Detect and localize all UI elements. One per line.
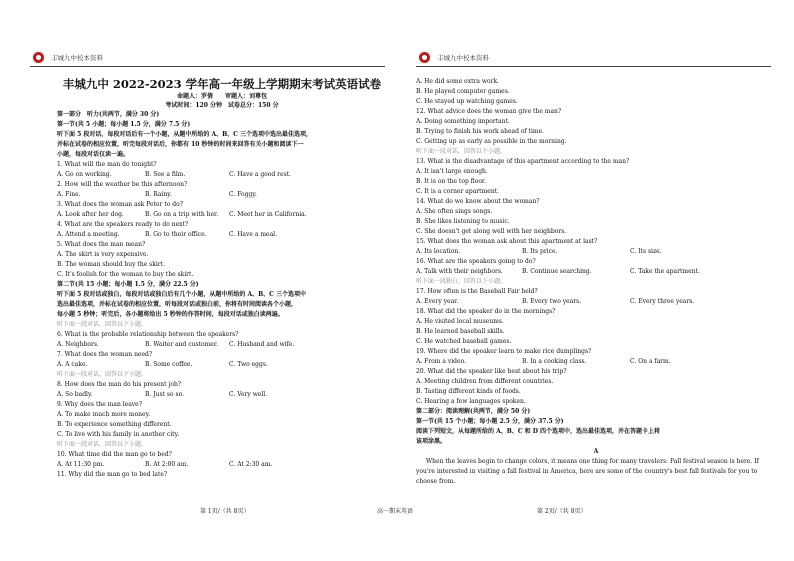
passage-line: choose from. xyxy=(416,478,456,485)
option: B. In a cooking class. xyxy=(522,358,587,365)
option: B. Continue searching. xyxy=(522,268,592,275)
listening-cue: 听下面一段对话，回答以下小题。 xyxy=(57,371,148,378)
left-header xyxy=(32,50,103,64)
option: A. To make much more money. xyxy=(57,411,151,418)
options-row xyxy=(57,360,387,370)
question: 12. What advice does the woman give the man? xyxy=(416,108,562,115)
option: A. Every year. xyxy=(416,298,459,305)
right-page xyxy=(397,0,794,561)
option: B. See a film. xyxy=(145,171,186,178)
question: 3. What does the woman ask Peter to do? xyxy=(57,201,183,208)
listening-cue: 听下面一段对话，回答以下小题。 xyxy=(57,441,148,448)
options-row xyxy=(416,297,776,307)
option: A. The skirt is very expensive. xyxy=(57,251,149,258)
listening-cue: 听下面一段独白，回答以下小题。 xyxy=(416,278,507,285)
question: 6. What is the probable relationship between the speakers? xyxy=(57,331,239,338)
options-row xyxy=(57,210,387,220)
header-rule xyxy=(416,66,771,67)
options-row xyxy=(57,170,387,180)
option: B. Rainy. xyxy=(145,191,172,198)
option: B. Waiter and customer. xyxy=(145,341,218,348)
option: C. Getting up as early as possible in the morning. xyxy=(416,138,567,145)
option: C. Hearing a few languages spoken. xyxy=(416,398,526,405)
option: C. Take the apartment. xyxy=(630,268,700,275)
option: B. Some coffee. xyxy=(145,361,193,368)
question: 10. What time did the man go to bed? xyxy=(57,451,172,458)
question: 20. What did the speaker like best about his trip? xyxy=(416,368,567,375)
school-logo-icon xyxy=(32,51,45,64)
section-heading: 第一节(共 5 小题；每小题 1.5 分，满分 7.5 分) xyxy=(57,121,191,128)
right-content xyxy=(416,77,776,487)
option: A. Its location. xyxy=(416,248,461,255)
left-content xyxy=(57,76,387,480)
part-heading: 第一部分 听力(共两节，满分 30 分) xyxy=(57,111,160,118)
option: C. She doesn't get along well with her neighbors. xyxy=(416,228,567,235)
option: A. He did some extra work. xyxy=(416,78,500,85)
option: A. It isn't large enough. xyxy=(416,168,488,175)
instruction-line: 听下面 5 段对话，每段对话后有一个小题，从题中所给的 A、B、C 三个选项中选出最佳选项， xyxy=(57,131,313,138)
option: A. Attend a meeting. xyxy=(57,231,120,238)
instruction-line: 该项涂黑。 xyxy=(416,438,447,445)
option: C. He stayed up watching games. xyxy=(416,98,518,105)
option: A. He visited local museums. xyxy=(416,318,504,325)
option: C. On a farm. xyxy=(630,358,671,365)
option: B. Every two years. xyxy=(522,298,582,305)
options-row xyxy=(416,357,776,367)
question: 18. What did the speaker do in the mornings? xyxy=(416,308,556,315)
instruction-line: 每小题 5 秒钟；听完后，各小题将给出 5 秒钟的作答时间，每段对话或独白读两遍。 xyxy=(57,311,284,318)
header-rule xyxy=(30,66,385,67)
option: C. Have a good rest. xyxy=(229,171,291,178)
option: C. To live with his family in another city. xyxy=(57,431,180,438)
question: 8. How does the man do his present job? xyxy=(57,381,182,388)
option: A. Doing something important. xyxy=(416,118,510,125)
option: B. To experience something different. xyxy=(57,421,172,428)
question: 16. What are the speakers going to do? xyxy=(416,258,536,265)
center-footer: 高一期末英语 xyxy=(377,508,414,515)
option: C. Every three years. xyxy=(630,298,695,305)
option: C. Its size. xyxy=(630,248,662,255)
option: C. Two eggs. xyxy=(229,361,268,368)
question: 11. Why did the man go to bed late? xyxy=(57,471,168,478)
options-row xyxy=(57,460,387,470)
question: 7. What does the woman need? xyxy=(57,351,153,358)
exam-title: 丰城九中 2022-2023 学年高一年级上学期期末考试英语试卷 xyxy=(62,77,382,91)
option: C. He watched baseball games. xyxy=(416,338,512,345)
options-row xyxy=(57,230,387,240)
listening-cue: 听下面一段对话，回答以下小题。 xyxy=(416,148,507,155)
page-footer: 第 1页/（共 8页） xyxy=(200,508,250,515)
option: B. At 2:00 am. xyxy=(145,461,189,468)
passage-label: A xyxy=(593,448,599,455)
option: C. Very well. xyxy=(229,391,268,398)
exam-authors: 命题人：罗倩 审题人：刘尊包 xyxy=(176,93,267,100)
option: B. Trying to finish his work ahead of time. xyxy=(416,128,545,135)
exam-time: 考试时间：120 分钟 试卷总分：150 分 xyxy=(165,102,279,109)
option: B. He learned baseball skills. xyxy=(416,328,505,335)
section-heading: 第一节(共 15 个小题；每小题 2.5 分，满分 37.5 分) xyxy=(416,418,564,425)
option: A. So badly. xyxy=(57,391,93,398)
question: 4. What are the speakers ready to do next? xyxy=(57,221,189,228)
options-row xyxy=(57,390,387,400)
instruction-line: 选出最佳选项，并标在试卷的相应位置，听每段对话或独白前，你将有时间阅读各个小题， xyxy=(57,301,298,308)
instruction-line: 小题，每段对话仅读一遍。 xyxy=(57,151,130,158)
option: B. She likes listening to music. xyxy=(416,218,510,225)
option: A. Look after her dog. xyxy=(57,211,124,218)
right-header xyxy=(418,50,489,64)
options-row xyxy=(57,340,387,350)
option: C. Meet her in California. xyxy=(229,211,307,218)
option: C. It's foolish for the woman to buy the skirt. xyxy=(57,271,194,278)
question: 17. How often is the Baseball Fair held? xyxy=(416,288,538,295)
option: C. Husband and wife. xyxy=(229,341,295,348)
option: B. The woman should buy the skirt. xyxy=(57,261,165,268)
part-heading: 第二部分：阅读理解(共两节，满分 50 分) xyxy=(416,408,531,415)
question: 15. What does the woman ask about this apartment at last? xyxy=(416,238,598,245)
option: A. Talk with their neighbors. xyxy=(416,268,503,275)
option: A. From a video. xyxy=(416,358,466,365)
options-row xyxy=(416,247,776,257)
header-text: 丰城九中校本资料 xyxy=(51,53,103,62)
options-row xyxy=(416,267,776,277)
question: 9. Why does the man leave? xyxy=(57,401,142,408)
passage-line: When the leaves begin to change colors, it means one thing for many travelers: Fall festival season is here. If xyxy=(426,458,759,465)
option: B. Just so so. xyxy=(145,391,184,398)
option: A. A cake. xyxy=(57,361,88,368)
instruction-line: 并标在试卷的相应位置，听完每段对话后，你都有 10 秒钟的时间来回答有关小题和阅读下一 xyxy=(57,141,304,148)
option: B. Go on a trip with her. xyxy=(145,211,219,218)
question: 1. What will the man do tonight? xyxy=(57,161,157,168)
option: B. Its price. xyxy=(522,248,558,255)
option: B. He played computer games. xyxy=(416,88,510,95)
option: A. At 11:30 pm. xyxy=(57,461,105,468)
option: C. Have a meal. xyxy=(229,231,277,238)
options-row xyxy=(57,190,387,200)
option: A. Fine. xyxy=(57,191,81,198)
option: A. She often sings songs. xyxy=(416,208,493,215)
school-logo-icon xyxy=(418,51,431,64)
question: 5. What does the man mean? xyxy=(57,241,146,248)
option: B. Tasting different kinds of foods. xyxy=(416,388,521,395)
option: A. Meeting children from different countries. xyxy=(416,378,554,385)
question: 19. Where did the speaker learn to make rice dumplings? xyxy=(416,348,592,355)
instruction-line: 阅读下列短文，从每题所给的 A、B、C 和 D 四个选项中，选出最佳选项，并在答题卡上将 xyxy=(416,428,661,435)
question: 14. What do we know about the woman? xyxy=(416,198,540,205)
section-heading: 第二节(共 15 小题；每小题 1.5 分，满分 22.5 分) xyxy=(57,281,199,288)
question: 13. What is the disadvantage of this apartment according to the man? xyxy=(416,158,630,165)
option: A. Neighbors. xyxy=(57,341,99,348)
option: A. Go on working. xyxy=(57,171,112,178)
option: B. Go to their office. xyxy=(145,231,207,238)
option: C. Foggy. xyxy=(229,191,257,198)
option: C. It is a corner apartment. xyxy=(416,188,499,195)
option: C. At 2:30 am. xyxy=(229,461,273,468)
listening-cue: 听下面一段对话，回答以下小题。 xyxy=(57,321,148,328)
question: 2. How will the weather be this afternoon? xyxy=(57,181,188,188)
instruction-line: 听下面 5 段对话或独白，每段对话或独白后有几个小题，从题中所给的 A、B、C 三个选项中 xyxy=(57,291,307,298)
option: B. It is on the top floor. xyxy=(416,178,487,185)
header-text: 丰城九中校本资料 xyxy=(437,53,489,62)
page-footer: 第 2页/（共 8页） xyxy=(537,508,587,515)
passage-line: you're interested in visiting a fall festival in America, here are some of the country's best fall festivals for you to xyxy=(416,468,758,475)
